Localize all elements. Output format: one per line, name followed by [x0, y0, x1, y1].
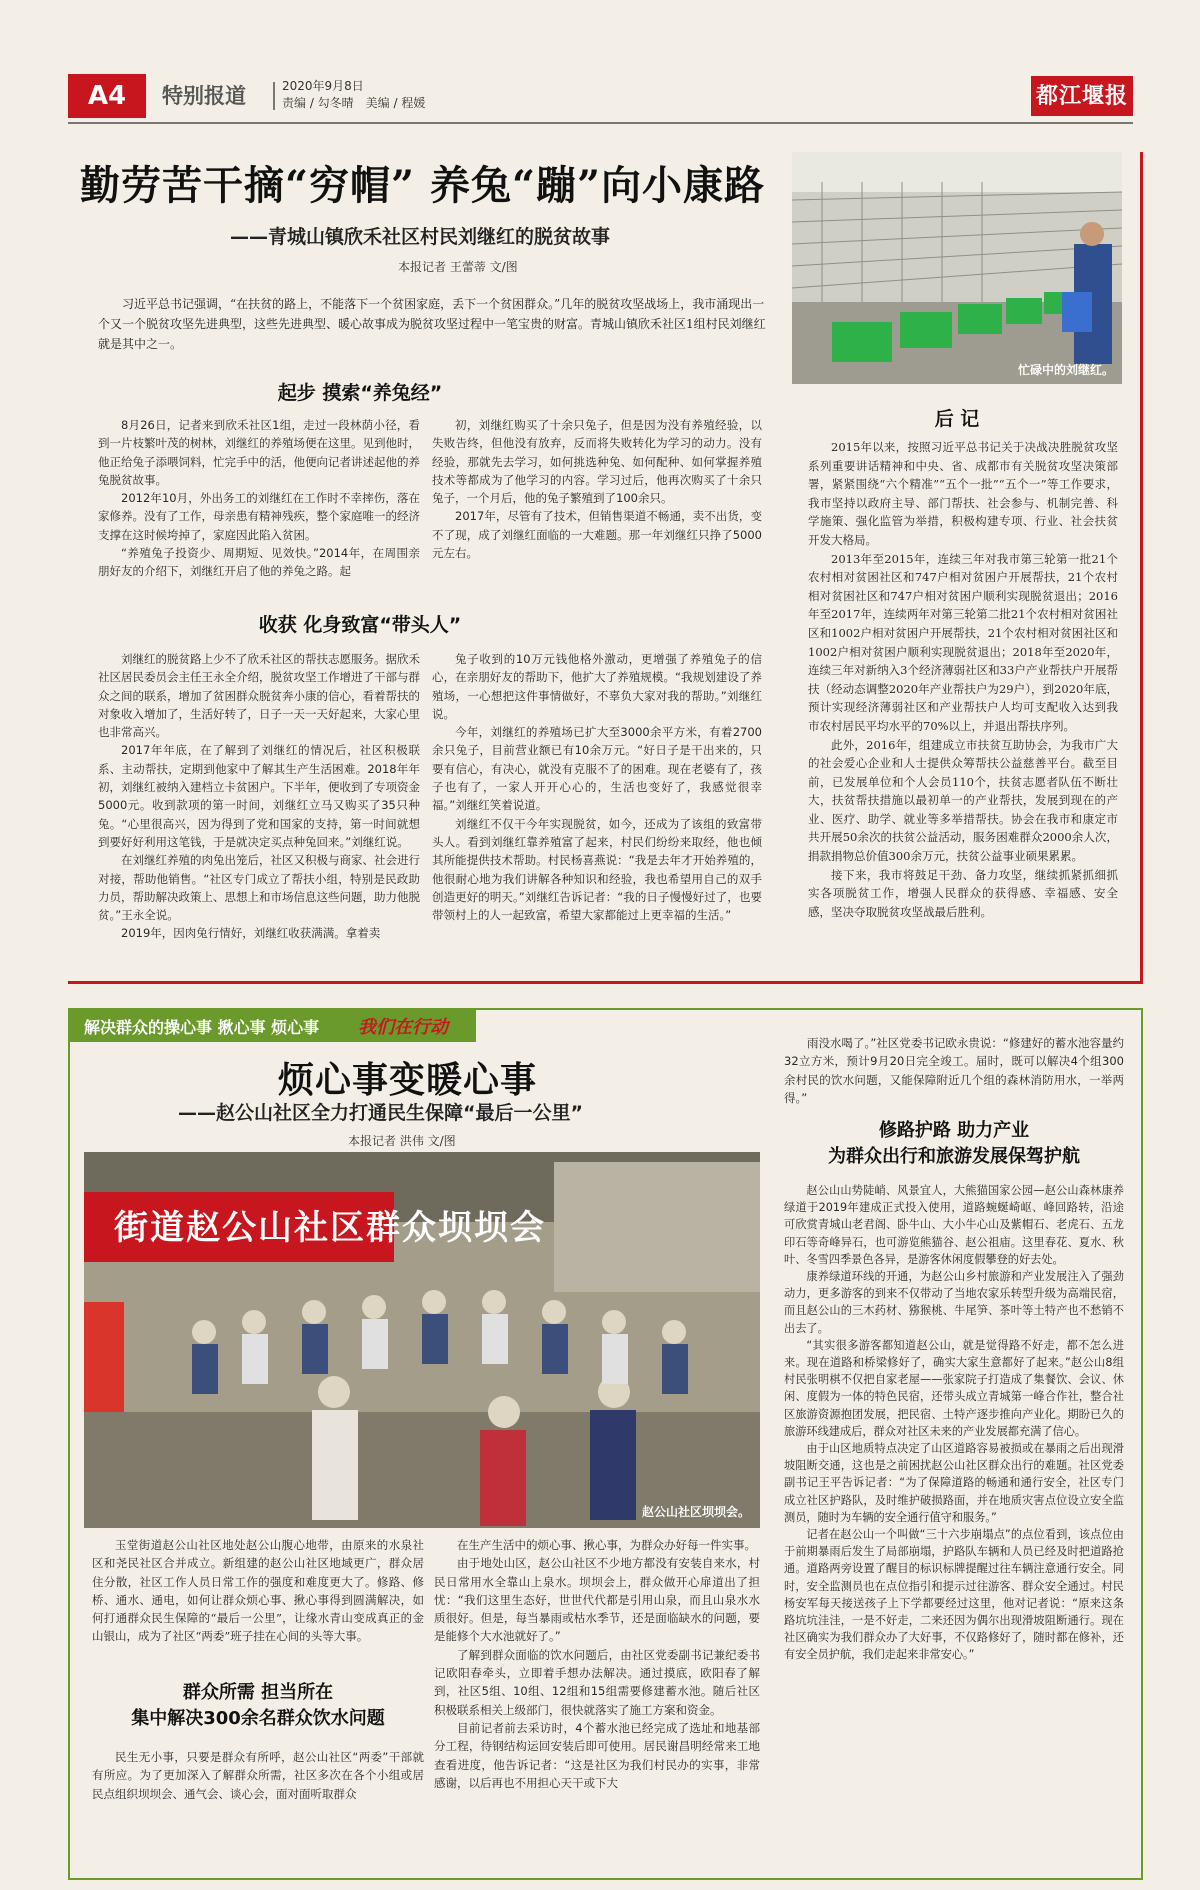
paragraph: 由于山区地质特点决定了山区道路容易被损或在暴雨之后出现滑坡阻断交通，这也是之前困扰赵公山社区群众出行的难题。社区党委副书记王平告诉记者：“为了保障道路的畅通和通行安全，社区专门成立社区护路队，及时维护破损路面，并在地质灾害点位设立安全监测员，随时为车辆的安全通行值守和服务。”	[784, 1442, 1124, 1524]
paragraph: 8月26日，记者来到欣禾社区1组，走过一段林荫小径，看到一片枝繁叶茂的树林，刘继红的养殖场便在这里。见到他时，他正给兔子添喂饲料，忙完手中的活，他便向记者讲述起他的养兔脱贫故事。	[98, 418, 420, 487]
bottom-section1-title	[92, 1680, 424, 1732]
paragraph: 2012年10月，外出务工的刘继红在工作时不幸摔伤，落在家修养。没有了工作，母亲患有精神残疾，整个家庭唯一的经济支撑在这时候垮掉了，家庭因此陷入贫困。	[98, 491, 420, 542]
campaign-banner-text: 解决群众的操心事 揪心事 烦心事	[84, 1018, 320, 1037]
top-byline: 本报记者 王蕾蒂 文/图	[398, 260, 518, 274]
paragraph: 今年，刘继红的养殖场已扩大至3000余平方米，有着2700余只兔子，目前营业额已有10余万元。“好日子是干出来的，只要有信心，有决心，就没有克服不了的困难。现在老婆有了，孩子也有了，一家人开开心心的，生活也变好了，我感觉很幸福。”刘继红笑着说道。	[432, 725, 762, 813]
paragraph: 赵公山山势陡峭、风景宜人，大熊猫国家公园—赵公山森林康养绿道于2019年建成正式投入使用，道路蜿蜒崎岖、峰回路转，沿途可欣赏青城山老君阁、卧牛山、大小牛心山及紫帽石、老虎石、五龙印石等奇峰异石，也可游览熊猫谷、赵公祖庙。这里春花、夏水、秋叶、冬雪四季景色各异，是游客休闲度假攀登的好去处。	[784, 1184, 1124, 1266]
paragraph: 玉堂街道赵公山社区地处赵公山腹心地带，由原来的水泉社区和尧民社区合并成立。新组建的赵公山社区地域更广，群众居住分散，社区工作人员日常工作的强度和难度更大了。修路、修桥、通水、通电，如何让群众烦心事、揪心事得到圆满解决，如何打通群众民生保障的“最后一公里”，让缘水青山变成真正的金山银山，成为了社区“两委”班子挂在心间的头等大事。	[92, 1538, 424, 1644]
top-section1-col1	[98, 416, 420, 581]
issue-date: 2020年9月8日	[282, 79, 364, 93]
paragraph: 2019年，因肉兔行情好，刘继红收获满满。拿着卖	[121, 926, 381, 941]
dateline	[282, 78, 425, 112]
bottom-section1-col2	[434, 1536, 760, 1792]
bottom-headline: 烦心事变暖心事	[278, 1059, 538, 1101]
top-lead: 习近平总书记强调，“在扶贫的路上，不能落下一个贫困家庭，丢下一个贫困群众。”几年的脱贫攻坚战场上，我市涌现出一个又一个脱贫攻坚先进典型，这些先进典型、暖心故事成为脱贫攻坚过程中一笔宝贵的财富。青城山镇欣禾社区1组村民刘继红就是其中之一。	[98, 297, 766, 351]
bottom-section1-col1	[92, 1748, 424, 1803]
paragraph: 由于地处山区，赵公山社区不少地方都没有安装自来水，村民日常用水全靠山上泉水。坝坝会上，群众做开心扉道出了担忧：“我们这里生态好，世世代代都是引用山泉，而且山泉水水质很好。但是，每当暴雨或枯水季节，还是面临缺水的问题，要是能修个大水池就好了。”	[434, 1556, 760, 1644]
afterword-body	[808, 438, 1118, 921]
paragraph: 在生产生活中的烦心事、揪心事，为群众办好每一件实事。	[457, 1538, 756, 1552]
section-name: 特别报道	[162, 84, 246, 108]
paragraph: “其实很多游客都知道赵公山，就是觉得路不好走，都不怎么进来。现在道路和桥梁修好了，确实大家生意都好了起来。”赵公山8组村民张明棋不仅把自家老屋——张家院子打造成了集餐饮、会议、休闲、度假为一体的特色民宿，还带头成立青城第一峰合作社，整合社区旅游资源抱团发展，把民宿、土特产逐步推向产业化。期盼已久的旅游环线建成后，群众对社区未来的产业发展都充满了信心。	[784, 1338, 1124, 1438]
header-divider	[273, 82, 275, 110]
paragraph: 2013年至2015年，连续三年对我市第三轮第一批21个农村相对贫困社区和747户相对贫困户开展帮扶，21个农村相对贫困社区和747户相对贫困户顺利实现脱贫退出；2016年至2017年，连续两年对第三轮第二批21个农村相对贫困社区和1002户相对贫困户开展帮扶，21个农村相对贫困社区和1002户相对贫困户顺利实现脱贫退出；2018年至2020年，连续三年对新纳入3个经济薄弱社区和33户产业帮扶户开展帮扶（经动态调整2020年产业帮扶户为29户），到2020年底，预计实现经济薄弱社区和产业帮扶户人均可支配收入达到我市农村居民平均水平的70%以上，并退出帮扶序列。	[808, 551, 1118, 733]
page-header	[68, 74, 1133, 118]
bottom-section2-title-line2: 为群众出行和旅游发展保驾护航	[828, 1146, 1080, 1167]
paragraph: 雨没水喝了。”社区党委书记欧永贵说：“修建好的蓄水池容量约32立方米，预计9月20日完全竣工。届时，既可以解决4个组300余村民的饮水问题，又能保障附近几个组的森林消防用水，一举两得。”	[784, 1036, 1124, 1105]
rabbit-farm-photo	[792, 152, 1122, 384]
top-section2-title: 收获 化身致富“带头人”	[258, 614, 462, 636]
bottom-lead	[92, 1536, 424, 1646]
paragraph: 民生无小事，只要是群众有所呼，赵公山社区“两委”干部就有所应。为了更加深入了解群众所需，社区多次在各个小组或居民点组织坝坝会、通气会、谈心会，面对面听取群众	[92, 1750, 424, 1801]
top-section2-col1	[98, 650, 420, 943]
paragraph: 目前记者前去采访时，4个蓄水池已经完成了选址和地基部分工程，待钢结构运回安装后即可使用。居民谢昌明经常来工地查看进度，他告诉记者：“这是社区为我们村民办的实事，非常感谢，以后再也不用担心天干或下大	[434, 1720, 760, 1790]
meeting-photo-caption: 赵公山社区坝坝会。	[641, 1505, 750, 1519]
paragraph: 接下来，我市将鼓足干劲、备力攻坚，继续抓紧抓细抓实各项脱贫工作，增强人民群众的获得感、幸福感、安全感，坚决夺取脱贫攻坚战最后胜利。	[808, 867, 1118, 919]
meeting-sign: 街道赵公山社区群众坝坝会	[114, 1208, 546, 1248]
bottom-section1-title-line1: 群众所需 担当所在	[182, 1682, 334, 1703]
editors-credit: 责编 / 勾冬晴 美编 / 程媛	[282, 96, 426, 110]
bottom-section2-title-line1: 修路护路 助力产业	[878, 1120, 1030, 1141]
bottom-section2-col	[784, 1182, 1124, 1664]
bottom-right-col-top	[784, 1034, 1124, 1107]
paragraph: 2015年以来，按照习近平总书记关于决战决胜脱贫攻坚系列重要讲话精神和中央、省、成都市有关脱贫攻坚决策部署，紧紧围绕“六个精准”“五个一批”“五个一”等工作要求，我市坚持以政府主导、部门帮扶、社会参与、机制完善、科学施策、强化监管为举措，积极构建专项、行业、社会扶贫开发大格局。	[808, 440, 1118, 547]
bottom-byline: 本报记者 洪伟 文/图	[348, 1134, 456, 1148]
bottom-subheadline: ——赵公山社区全力打通民生保障“最后一公里”	[178, 1102, 583, 1124]
paragraph: 记者在赵公山一个叫做“三十六步崩塌点”的点位看到，该点位由于前期暴雨后发生了局部崩塌，护路队车辆和人员已经及时把道路抢通。道路两旁设置了醒目的标识标牌提醒过往车辆注意通行安全。同时，安全监测员也在点位指引和提示过往游客、群众安全通过。村民杨安军每天接送孩子上下学都要经过这里，他对记者说：“原来这条路坑坑洼洼，一是不好走，二来还因为偶尔出现滑坡阻断通行。现在社区确实为我们群众办了大好事，不仅路修好了，随时都在修补，还有安全员护航，我们走起来非常安心。”	[784, 1528, 1124, 1662]
paragraph: 2017年年底，在了解到了刘继红的情况后，社区积极联系、主动帮扶，定期到他家中了解其生产生活困难。2018年年初，刘继红被纳入建档立卡贫困户。下半年，便收到了专项资金5000元。收到款项的第一时间，刘继红立马又购买了35只种兔。“心里很高兴，因为得到了党和国家的支持，第一时间就想到要好好利用这笔钱，于是就决定买点种兔回来。”刘继红说。	[98, 743, 420, 849]
paragraph: 康养绿道环线的开通，为赵公山乡村旅游和产业发展注入了强劲动力，更多游客的到来不仅带动了当地农家乐转型升级为高端民宿，而且赵公山的三木药材、猕猴桃、牛尾笋、茶叶等土特产也不愁销不出去了。	[784, 1270, 1124, 1335]
header-rule	[68, 122, 1133, 124]
paragraph: 此外，2016年，组建成立市扶贫互助协会，为我市广大的社会爱心企业和人士提供众筹帮扶公益慈善平台。截至目前，已发展单位和个人会员110个，扶贫志愿者队伍不断壮大，扶贫帮扶措施以最初单一的产业帮扶，发展到现在的产业、医疗、助学、就业等多举措帮扶。协会在我市和康定市共开展50余次的扶贫公益活动，服务困难群众2000余人次，捐款捐物总价值300余万元，扶贫公益事业硕果累累。	[808, 737, 1118, 864]
top-section2-col2	[432, 650, 762, 924]
top-section1-title: 起步 摸索“养兔经”	[277, 382, 443, 404]
paragraph: 刘继红不仅干今年实现脱贫，如今，还成为了该组的致富带头人。看到刘继红靠养殖富了起来，村民们纷纷来取经，他也倾其所能提供技术帮助。村民杨喜燕说：“我是去年才开始养殖的，他很耐心地为我们讲解各种知识和经验，我也希望用自己的双手创造更好的明天。”刘继红告诉记者：“我的日子慢慢好过了，也要带领村上的人一起致富，希望大家都能过上更幸福的生活。”	[432, 816, 762, 923]
community-meeting-photo	[84, 1152, 760, 1528]
top-headline: 勤劳苦干摘“穷帽” 养兔“蹦”向小康路	[80, 162, 765, 209]
bottom-section1-title-line2: 集中解决300余名群众饮水问题	[131, 1708, 385, 1729]
paragraph: 2017年，尽管有了技术，但销售渠道不畅通，卖不出货，变不了现，成了刘继红面临的一大难题。那一年刘继红只挣了5000元左右。	[432, 509, 762, 561]
campaign-banner-tag: 我们在行动	[358, 1017, 448, 1038]
top-subheadline: ——青城山镇欣禾社区村民刘继红的脱贫故事	[230, 226, 611, 248]
paragraph: 刘继红的脱贫路上少不了欣禾社区的帮扶志愿服务。据欣禾社区居民委员会主任王永全介绍，脱贫攻坚工作增进了干部与群众之间的联系，增加了贫困群众脱贫奔小康的信心，看着帮扶的对象收入增加了，生活好转了，日子一天一天好起来，大家心里也非常高兴。	[98, 652, 420, 740]
top-section1-col2	[432, 416, 762, 562]
rabbit-photo-caption: 忙碌中的刘继红。	[1017, 363, 1114, 377]
paragraph: 初，刘继红购买了十余只兔子，但是因为没有养殖经验，以失败告终，但他没有放弃，反而将失败转化为学习的动力。没有经验，那就先去学习，如何挑选种兔、如何配种、如何掌握养殖技术等都成为了他学习的内容。学习过后，他再次购买了十余只兔子，一个月后，他的兔子繁殖到了100余只。	[432, 418, 762, 506]
afterword-title: 后 记	[934, 408, 980, 430]
bottom-section2-title	[784, 1118, 1124, 1170]
masthead-logo: 都江堰报	[1031, 76, 1133, 116]
page-number: A4	[68, 74, 146, 118]
paragraph: “养殖兔子投资少、周期短、见效快。”2014年，在周围亲朋好友的介绍下，刘继红开启了他的养兔之路。起	[98, 546, 420, 579]
paragraph: 在刘继红养殖的肉兔出笼后，社区又积极与商家、社会进行对接，帮助他销售。“社区专门成立了帮扶小组，特别是民政助力员，帮助解决政策上、思想上和市场信息这些问题，助力他脱贫。”王永全说。	[98, 853, 420, 923]
paragraph: 兔子收到的10万元钱他格外激动，更增强了养殖兔子的信心，在亲朋好友的帮助下，他扩大了养殖规模。“我规划建设了养殖场，一心想把这件事情做好，不辜负大家对我的帮助。”刘继红说。	[432, 652, 762, 721]
paragraph: 了解到群众面临的饮水问题后，由社区党委副书记兼纪委书记欧阳春牵头，立即着手想办法解决。通过摸底，欧阳春了解到，社区5组、10组、12组和15组需要修建蓄水池。随后社区积极联系相关上级部门，很快就落实了施工方案和资金。	[434, 1647, 760, 1717]
rabbit-farm-illustration	[792, 152, 1122, 384]
